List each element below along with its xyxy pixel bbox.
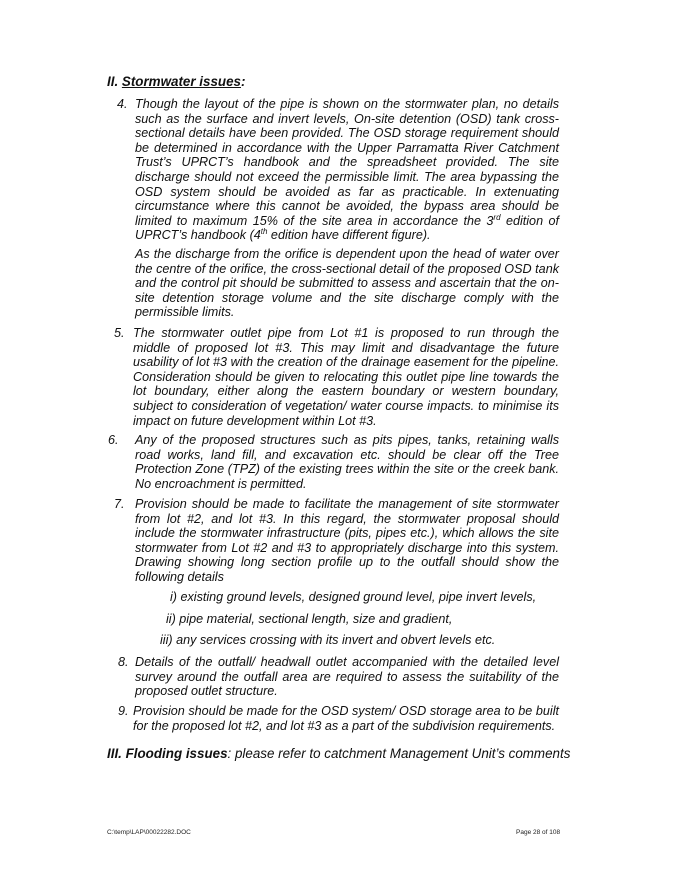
item-4-paragraph-2: As the discharge from the orifice is dependent upon the head of water over the centre of the orifice, the cross-sectional detail of the proposed OSD tank and the control pit should be submitted to assess and ascertain that the on-site detention storage volume and the site discharge comply with the permissible limits.	[135, 247, 559, 320]
item-number-5: 5.	[114, 326, 125, 340]
footer-page-number: Page 28 of 108	[516, 829, 561, 836]
item-6-paragraph: Any of the proposed structures such as pits pipes, tanks, retaining walls road works, land fill, and excavation etc. should be clear off the Tree Protection Zone (TPZ) of the existing trees within the site or the creek bank. No encroachment is permitted.	[135, 433, 559, 491]
item-9-paragraph: Provision should be made for the OSD system/ OSD storage area to be built for the proposed lot #2, and lot #3 as a part of the subdivision requirements.	[133, 704, 559, 733]
item-4-paragraph: Though the layout of the pipe is shown on the stormwater plan, no details such as the surface and invert levels, On-site detention (OSD) tank cross-sectional details have been provided. The OSD storage requirement should be determined in accordance with the Upper Parramatta River Catchment Trust’s UPRCT’s handbook and the spreadsheet provided. The site discharge should not exceed the permissible limit. The area bypassing the OSD system should be avoided as far as practicable. In extenuating circumstance where this cannot be avoided, the bypass area should be limited to maximum 15% of the site area in accordance the 3rd edition of UPRCT’s handbook (4th edition have different figure).	[135, 97, 559, 243]
section-heading-stormwater: II. Stormwater issues:	[107, 74, 246, 89]
item-5-paragraph: The stormwater outlet pipe from Lot #1 is proposed to run through the middle of proposed lot #3. This may limit and disadvantage the future usability of lot #3 with the creation of the drainage easement for the pipeline. Consideration should be given to relocating this outlet pipe line towards the lot boundary, either along the eastern boundary or western boundary, subject to consideration of vegetation/ water course impacts. to minimise its impact on future development within Lot #3.	[133, 326, 559, 428]
item-number-7: 7.	[114, 497, 125, 511]
item-7-sub-ii: ii) pipe material, sectional length, size and gradient,	[166, 612, 453, 626]
item-number-9: 9.	[118, 704, 129, 718]
footer-file-path: C:\temp\LAP\00022282.DOC	[107, 829, 191, 836]
item-8-paragraph: Details of the outfall/ headwall outlet accompanied with the detailed level survey around the outfall area are required to assess the suitability of the proposed outlet structure.	[135, 655, 559, 699]
item-7-sub-iii: iii) any services crossing with its invert and obvert levels etc.	[160, 633, 496, 647]
section-heading-flooding: III. Flooding issues: please refer to catchment Management Unit’s comments	[107, 746, 571, 761]
item-number-6: 6.	[108, 433, 119, 447]
item-7-sub-i: i) existing ground levels, designed ground level, pipe invert levels,	[170, 590, 537, 604]
item-number-4: 4.	[117, 97, 128, 111]
item-number-8: 8.	[118, 655, 129, 669]
item-7-paragraph: Provision should be made to facilitate the management of site stormwater from lot #2, and lot #3. In this regard, the stormwater proposal should include the stormwater infrastructure (pits, pipes etc.), which allows the site stormwater from Lot #2 and #3 to appropriately discharge into this system. Drawing showing long section profile up to the outfall should show the following details	[135, 497, 559, 584]
